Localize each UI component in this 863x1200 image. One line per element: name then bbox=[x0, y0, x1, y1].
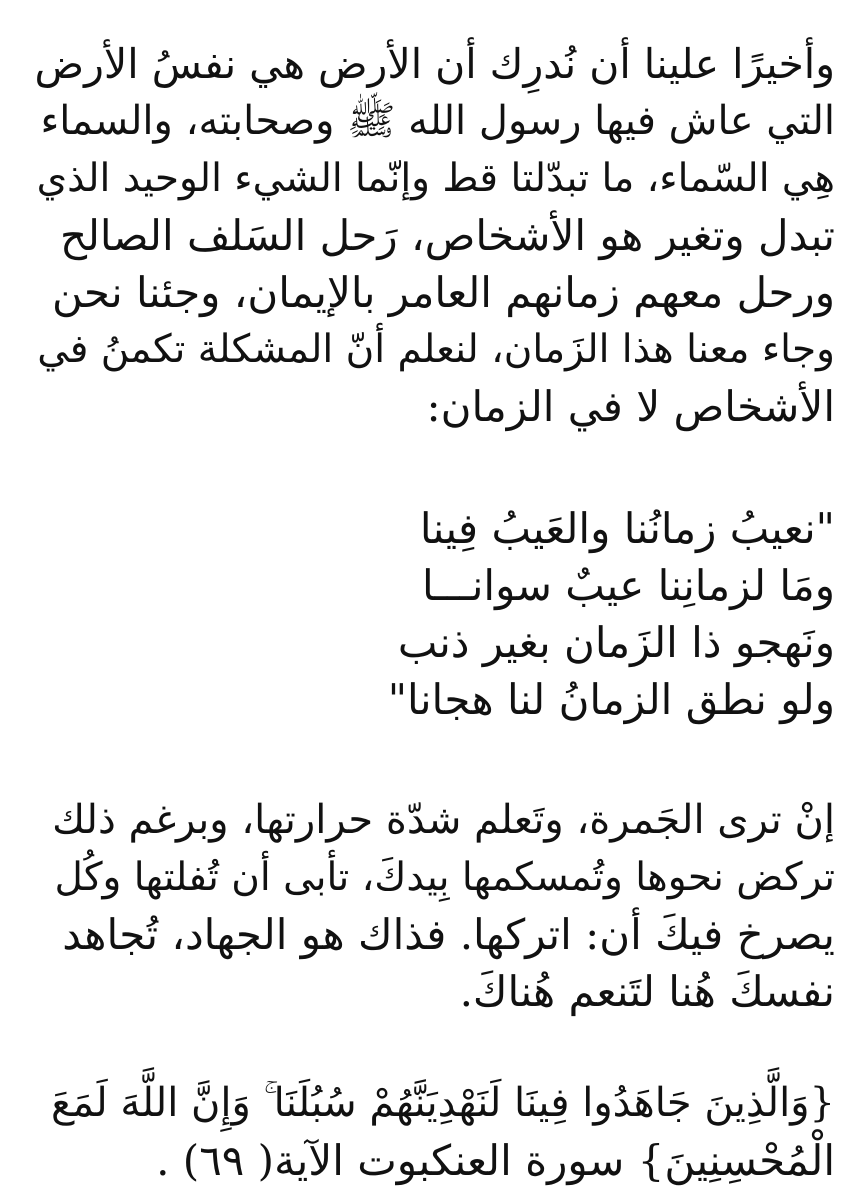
text-line: نفسكَ هُنا لتَنعم هُناكَ. bbox=[459, 967, 835, 1016]
poem-quote bbox=[35, 500, 835, 728]
text-line: التي عاش فيها رسول الله ﷺ وصحابته، والسماء bbox=[40, 98, 835, 144]
poem-line: ومَا لزمانِنا عيبٌ سوانـــا bbox=[422, 561, 835, 610]
poem-line: ونَهجو ذا الزَمان بغير ذنب bbox=[397, 618, 835, 667]
text-line: يصرخ فيكَ أن: اتركها. فذاك هو الجهاد، تُجاهد bbox=[62, 910, 835, 959]
poem-line: ولو نطق الزمانُ لنا هجانا" bbox=[387, 675, 835, 724]
text-line: إنْ ترى الجَمرة، وتَعلم شدّة حرارتها، وبرغم ذلك bbox=[52, 797, 835, 843]
text-line: هِي السّماء، ما تبدّلتا قط وإنّما الشيء الوحيد الذي bbox=[36, 156, 835, 201]
paragraph-intro bbox=[35, 36, 835, 435]
text-line: الأشخاص لا في الزمان: bbox=[426, 382, 835, 431]
text-line: تبدل وتغير هو الأشخاص، رَحل السَلف الصالح bbox=[60, 211, 835, 260]
paragraph-jihad bbox=[35, 792, 835, 1020]
text-line: تركض نحوها وتُمسكمها بِيدكَ، تأبى أن تُفلتها وكُل bbox=[54, 855, 835, 900]
verse-line: {وَالَّذِينَ جَاهَدُوا فِينَا لَنَهْدِيَنَّهُمْ سُبُلَنَا ۚ وَإِنَّ اللَّهَ لَمَعَ bbox=[51, 1080, 835, 1126]
poem-line: "نعيبُ زمانُنا والعَيبُ فِينا bbox=[419, 504, 835, 553]
quran-verse bbox=[35, 1075, 835, 1189]
verse-line: الْمُحْسِنِينَ} سورة العنكبوت الآية( ٦٩) . bbox=[156, 1136, 835, 1185]
text-line: ورحل معهم زمانهم العامر بالإيمان، وجئنا نحن bbox=[51, 268, 835, 317]
text-line: وجاء معنا هذا الزَمان، لنعلم أنّ المشكلة تكمنُ في bbox=[37, 327, 835, 372]
text-line: وأخيرًا علينا أن نُدرِك أن الأرض هي نفسُ الأرض bbox=[34, 40, 835, 88]
